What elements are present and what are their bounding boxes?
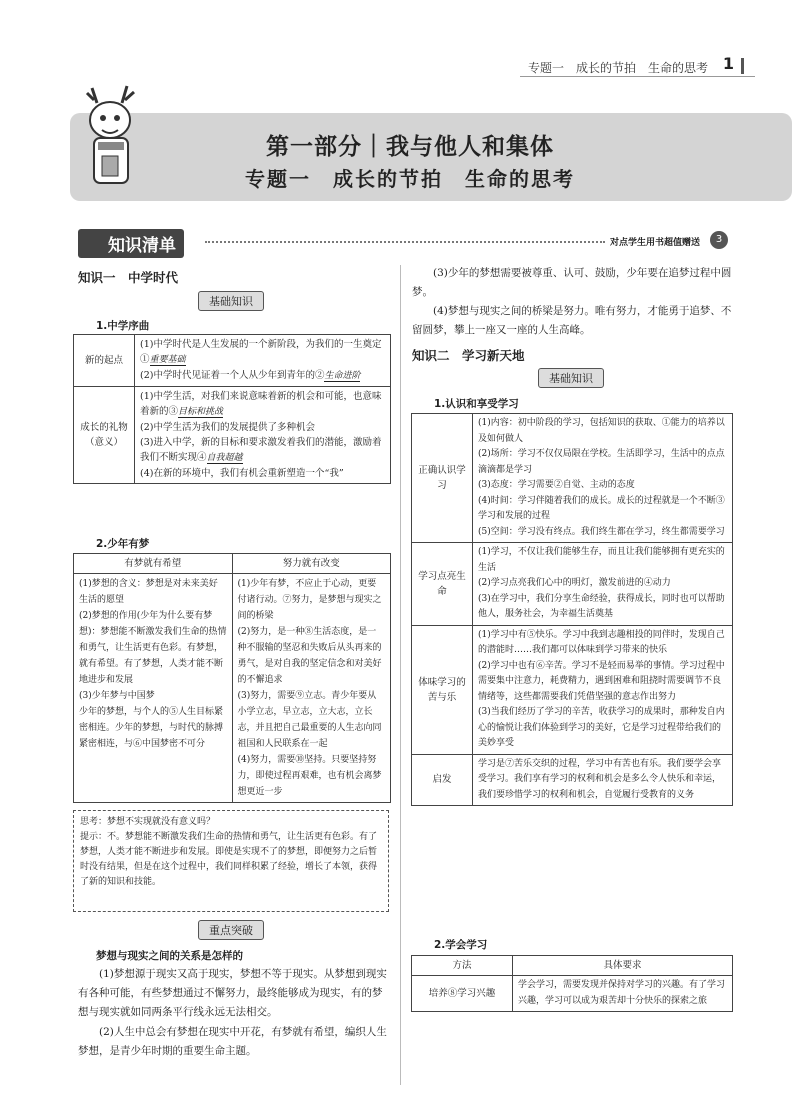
section-note: 对点学生用书超值赠送 [610, 238, 701, 248]
row-content: (1)学习，不仅让我们能够生存，而且让我们能够拥有更充实的生活 (2)学习点亮我们心中的明灯，激发前进的④动力 (3)在学习中，我们分享生命经验，获得成长，同时也可以帮助他人，服务社会，为幸福生活奠基 [473, 543, 733, 626]
key-paragraph-1: (1)梦想源于现实又高于现实，梦想不等于现实。从梦想到现实有各种可能，有些梦想通过不懈努力，最终能够成为现实，有的梦想与现实就如同两条平行线永远无法相交。 [78, 968, 387, 1018]
table-row [412, 625, 733, 754]
key-points-pill: 重点突破 [198, 920, 264, 940]
table-dreams [73, 553, 391, 803]
table-learning [411, 413, 733, 806]
subsection-title: 2.学会学习 [434, 939, 488, 951]
basic-knowledge-pill: 基础知识 [198, 291, 264, 311]
row-label: 启发 [412, 754, 473, 806]
basic-knowledge-pill: 基础知识 [538, 368, 604, 388]
table-row [74, 387, 391, 484]
table-row [412, 414, 733, 543]
table-row [74, 335, 391, 387]
column-header: 努力就有改变 [232, 554, 391, 574]
knowledge-2-title: 知识二 学习新天地 [412, 348, 525, 363]
table-row [74, 574, 391, 803]
row-label: 正确认识学习 [412, 414, 473, 543]
running-header: 专题一 成长的节拍 生命的思考 [527, 61, 708, 75]
row-label: 成长的礼物（意义） [74, 387, 135, 484]
column-divider [400, 265, 401, 1085]
row-content: 学习是⑦苦乐交织的过程，学习中有苦也有乐。我们要学会享受学习。我们享有学习的权利和机会是多么令人快乐和幸运，我们要珍惜学习的权利和机会，自觉履行受教育的义务 [473, 754, 733, 806]
think-box [73, 810, 389, 912]
row-label: 新的起点 [74, 335, 135, 387]
cell-effort: (1)少年有梦，不应止于心动，更要付诸行动。⑦努力，是梦想与现实之间的桥梁 (2)努力，是一种⑧生活态度，是一种不服输的坚忍和失败后从头再来的勇气，是对自我的坚定信念和对美好的不懈追求 (3)努力，需要⑨立志。青少年要从小学立志，早立志，立大志，立长志，并且把自己最重要的人生志向同祖国和人民联系在一起 (4)努力，需要⑩坚持。只要坚持努力，即使过程再艰难，也有机会离梦想更近一步 [232, 574, 391, 803]
header-rule [520, 76, 755, 77]
page-number: 1 [722, 54, 734, 73]
right-paragraph-3: (3)少年的梦想需要被尊重、认可、鼓励，少年要在追梦过程中圆梦。 [412, 267, 732, 298]
think-question: 思考：梦想不实现就没有意义吗？ [80, 817, 216, 827]
row-label: 体味学习的苦与乐 [412, 625, 473, 754]
part-title: 第一部分｜我与他人和集体 [266, 133, 554, 160]
knowledge-1-title: 知识一 中学时代 [78, 270, 179, 285]
table-row [412, 543, 733, 626]
table-header-row [412, 956, 733, 976]
cell-hope: (1)梦想的含义：梦想是对未来美好生活的愿望 (2)梦想的作用(少年为什么要有梦想)：梦想能不断激发我们生命的热情和勇气，让生活更有色彩。有梦想，就有希望。有了梦想，人类才能不断地进步和发展 (3)少年梦与中国梦 少年的梦想，与个人的⑤人生目标紧密相连。少年的梦想，与时代的脉搏紧密相连，与⑥中国梦密不可分 [74, 574, 233, 803]
column-header: 有梦就有希望 [74, 554, 233, 574]
topic-title: 专题一 成长的节拍 生命的思考 [245, 167, 575, 191]
table-header-row [74, 554, 391, 574]
dotted-rule [205, 241, 605, 243]
right-paragraph-4: (4)梦想与现实之间的桥梁是努力。唯有努力，才能勇于追梦、不留圆梦，攀上一座又一座的人生高峰。 [412, 305, 732, 336]
row-label: 学习点亮生命 [412, 543, 473, 626]
subsection-title: 1.中学序曲 [96, 320, 150, 332]
subsection-title: 1.认识和享受学习 [434, 398, 519, 410]
row-content: (1)中学生活，对我们来说意味着新的机会和可能，也意味着新的③目标和挑战 (2)中学生活为我们的发展提供了多种机会 (3)进入中学，新的目标和要求激发着我们的潜能，激励着我们不断实现④自我超越 (4)在新的环境中，我们有机会重新塑造一个“我” [135, 387, 391, 484]
method-cell: 培养⑧学习兴趣 [412, 976, 513, 1012]
table-row [412, 976, 733, 1012]
row-content: (1)学习中有⑤快乐。学习中我到志趣相投的同伴时，发现自己的潜能时……我们都可以体味到学习带来的快乐 (2)学习中也有⑥辛苦。学习不是轻而易举的事情。学习过程中需要集中注意力，耗费精力，遇到困难和阻挠时需要调节不良情绪等，这些都需要我们凭借坚强的意志作出努力 (3)当我们经历了学习的辛苦，收获学习的成果时，那种发自内心的愉悦让我们体验到学习的美好，它是学习过程带给我们的美妙享受 [473, 625, 733, 754]
page-ref-badge: 3 [710, 231, 728, 249]
column-header: 具体要求 [513, 956, 733, 976]
row-content: (1)中学时代是人生发展的一个新阶段，为我们的一生奠定①重要基础 (2)中学时代见证着一个人从少年到青年的②生命进阶 [135, 335, 391, 387]
think-answer: 提示：不。梦想能不断激发我们生命的热情和勇气，让生活更有色彩。有了梦想，人类才能不断进步和发展。即使是实现不了的梦想，即便努力之后暂时没有结果，但是在这个过程中，我们同样积累了经验，增长了本领，获得了新的知识和技能。 [80, 832, 378, 887]
key-paragraph-2: (2)人生中总会有梦想在现实中开花，有梦就有希望，编织人生梦想，是青少年时期的重要生命主题。 [78, 1026, 387, 1057]
section-label: 知识清单 [78, 229, 184, 258]
key-question: 梦想与现实之间的关系是怎样的 [96, 950, 243, 962]
column-header: 方法 [412, 956, 513, 976]
requirement-cell: 学会学习，需要发现并保持对学习的兴趣。有了学习兴趣，学习可以成为艰苦却十分快乐的探索之旅 [513, 976, 733, 1012]
table-methods [411, 955, 733, 1012]
subsection-title: 2.少年有梦 [96, 538, 150, 550]
table-middle-school [73, 334, 391, 484]
table-row [412, 754, 733, 806]
header-divider [741, 58, 744, 74]
row-content: (1)内容：初中阶段的学习，包括知识的获取、①能力的培养以及如何做人 (2)场所：学习不仅仅局限在学校。生活即学习，生活中的点点滴滴都是学习 (3)态度：学习需要②自觉、主动的态度 (4)时间：学习伴随着我们的成长。成长的过程就是一个不断③学习和发展的过程 (5)空间：学习没有终点。我们终生都在学习，终生都需要学习 [473, 414, 733, 543]
